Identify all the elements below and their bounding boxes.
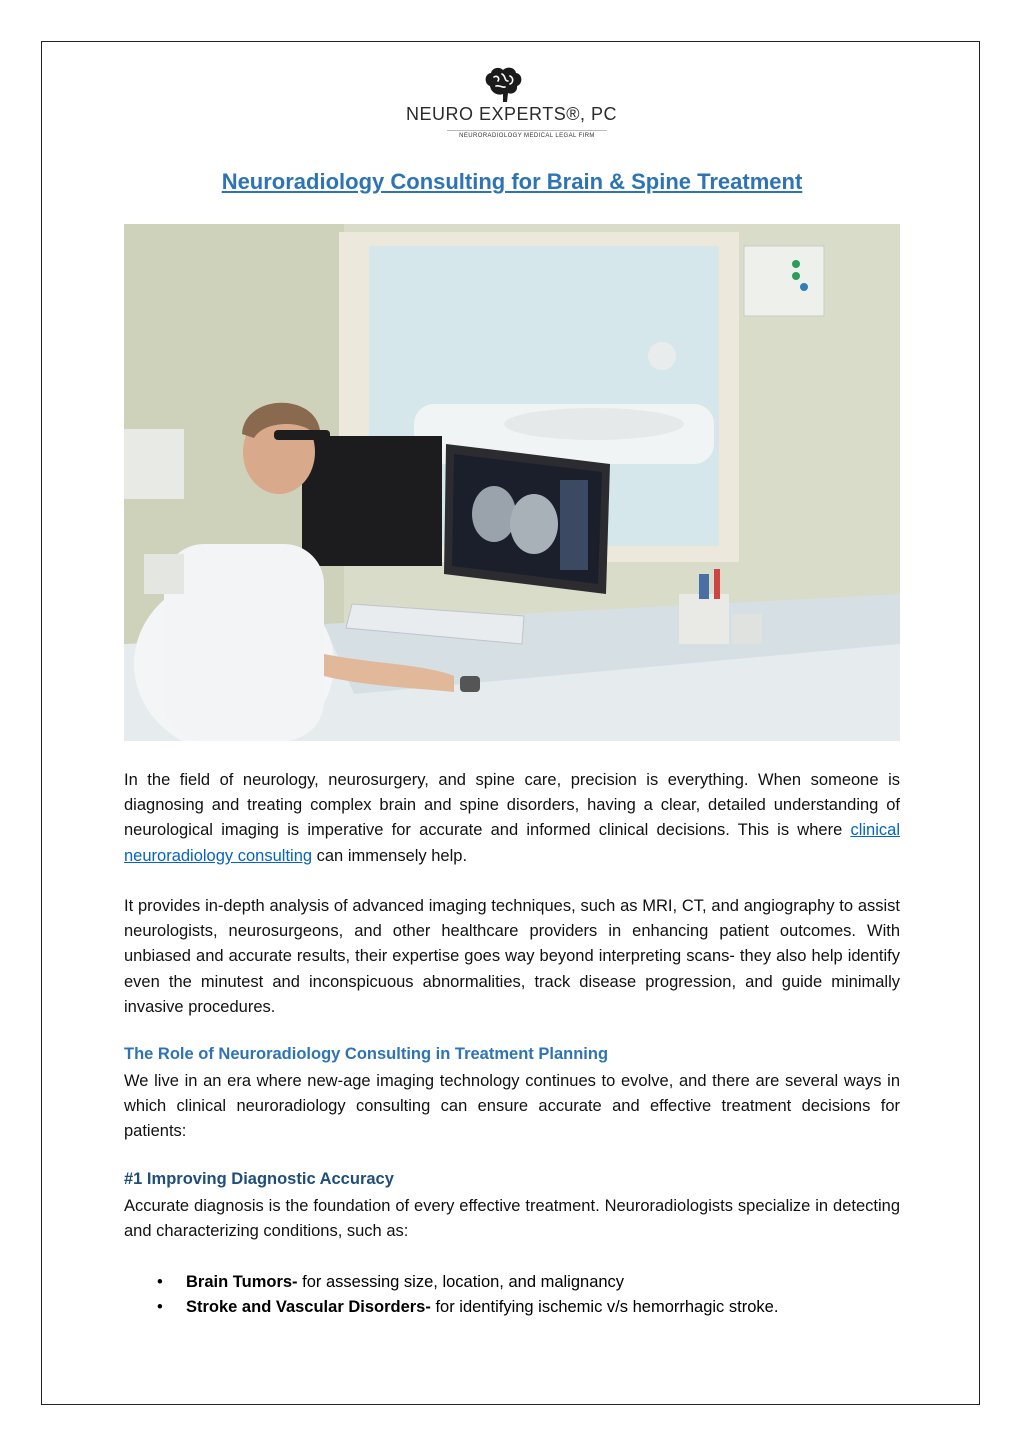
list-item-term: Brain Tumors-	[186, 1273, 298, 1291]
logo-tagline: NEURORADIOLOGY MEDICAL LEGAL FIRM	[447, 130, 607, 139]
list-item-text: for identifying ischemic v/s hemorrhagic stroke.	[430, 1298, 779, 1317]
page-title[interactable]: Neuroradiology Consulting for Brain & Spine Treatment	[221, 169, 803, 194]
list-item-text: for assessing size, location, and malignancy	[297, 1273, 625, 1291]
subheading-diagnostic-accuracy: #1 Improving Diagnostic Accuracy	[124, 1170, 394, 1188]
section-heading: The Role of Neuroradiology Consulting in Treatment Planning	[124, 1045, 609, 1063]
bullet-icon: •	[157, 1298, 163, 1317]
intro-paragraph	[124, 768, 900, 869]
list-item	[124, 1295, 900, 1320]
era-paragraph: We live in an era where new-age imaging technology continues to evolve, and there are several ways in which clinical neuroradiology consulting can ensure accurate and effective treatment decisions for patients:	[124, 1072, 900, 1141]
company-logo	[385, 62, 638, 146]
list-item	[124, 1270, 900, 1295]
analysis-paragraph: It provides in-depth analysis of advanced imaging techniques, such as MRI, CT, and angiography to assist neurologists, neurosurgeons, and other healthcare providers in enhancing patient outcomes. With unbiased and accurate results, their expertise goes way beyond interpreting scans- they also help identify even the minutest and inconspicuous abnormalities, track disease progression, and guide minimally invasive procedures.	[124, 897, 900, 1016]
diagnosis-paragraph: Accurate diagnosis is the foundation of every effective treatment. Neuroradiologists specialize in detecting and characterizing conditions, such as:	[124, 1197, 900, 1241]
radiologist-photo	[124, 224, 900, 741]
bullet-icon: •	[157, 1273, 163, 1291]
logo-name: NEURO EXPERTS®, PC	[406, 104, 617, 124]
neuroradiology-consulting-link[interactable]: clinical neuroradiology consulting	[124, 821, 900, 865]
brain-icon	[482, 66, 524, 104]
intro-text-after: can immensely help.	[312, 846, 468, 865]
list-item-term: Stroke and Vascular Disorders-	[186, 1298, 431, 1317]
conditions-list	[124, 1270, 900, 1320]
intro-text-before: In the field of neurology, neurosurgery, and spine care, precision is everything. When someone is diagnosing and treating complex brain and spine disorders, having a clear, detailed understanding of neurological imaging is imperative for accurate and informed clinical decisions. This is where	[124, 771, 900, 840]
